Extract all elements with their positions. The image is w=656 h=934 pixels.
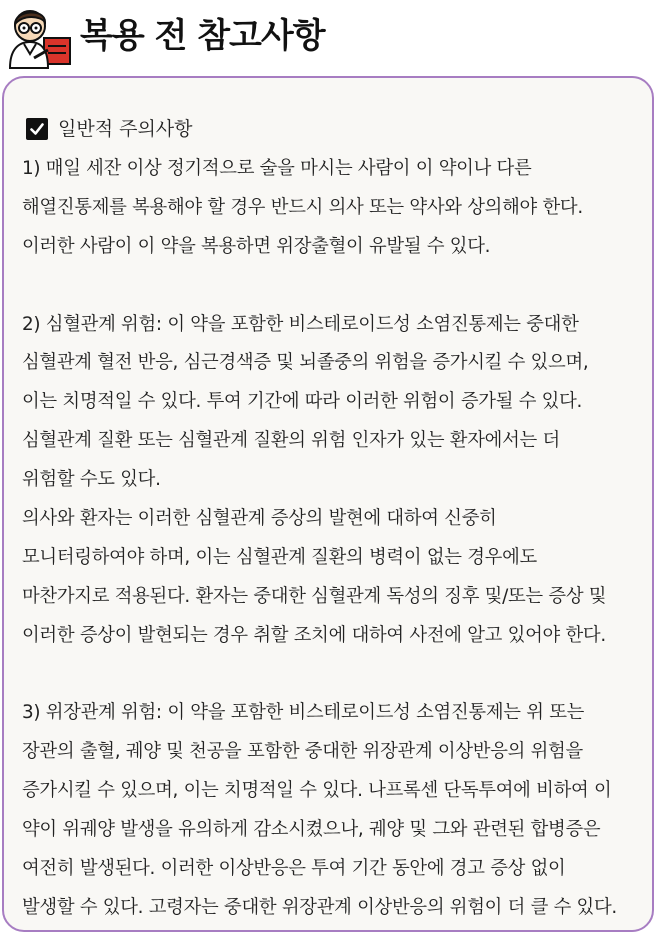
page-title: 복용 전 참고사항 xyxy=(80,16,325,56)
text-line: 이러한 사람이 이 약을 복용하면 위장출혈이 유발될 수 있다. xyxy=(22,235,491,257)
text-line: 모니터링하여야 하며, 이는 심혈관계 질환의 병력이 없는 경우에도 xyxy=(22,546,537,568)
text-line: 3) 위장관계 위험: 이 약을 포함한 비스테로이드성 소염진통제는 위 또는 xyxy=(22,702,585,724)
text-line: 마찬가지로 적용된다. 환자는 중대한 심혈관계 독성의 징후 및/또는 증상 및 xyxy=(22,585,607,607)
text-line: 1) 매일 세잔 이상 정기적으로 술을 마시는 사람이 이 약이나 다른 xyxy=(22,158,532,179)
text-line: 심혈관계 질환 또는 심혈관계 질환의 위험 인자가 있는 환자에서는 더 xyxy=(22,430,560,452)
section-heading xyxy=(26,116,193,142)
text-line: 발생할 수 있다. 고령자는 중대한 위장관계 이상반응의 위험이 더 클 수 있다. xyxy=(22,896,617,918)
page-header xyxy=(0,0,656,74)
section-label: 일반적 주의사항 xyxy=(58,118,193,140)
text-line: 장관의 출혈, 궤양 및 천공을 포함한 중대한 위장관계 이상반응의 위험을 xyxy=(22,741,583,763)
precautions-text xyxy=(22,150,648,928)
text-line: 해열진통제를 복용해야 할 경우 반드시 의사 또는 약사와 상의해야 한다. xyxy=(22,196,583,218)
text-line: 약이 위궤양 발생을 유의하게 감소시켰으나, 궤양 및 그와 관련된 합병증은 xyxy=(22,819,601,841)
text-line: 증가시킬 수 있으며, 이는 치명적일 수 있다. 나프록센 단독투여에 비하여 이 xyxy=(22,780,612,802)
text-line: 여전히 발생된다. 이러한 이상반응은 투여 기간 동안에 경고 증상 없이 xyxy=(22,858,566,880)
text-line: 2) 심혈관계 위험: 이 약을 포함한 비스테로이드성 소염진통제는 중대한 xyxy=(22,313,579,335)
text-line: 이는 치명적일 수 있다. 투여 기간에 따라 이러한 위험이 증가될 수 있다. xyxy=(22,391,583,413)
paragraph-gap xyxy=(22,267,648,306)
precautions-card xyxy=(2,76,654,932)
text-line: 이러한 증상이 발현되는 경우 취할 조치에 대하여 사전에 알고 있어야 한다. xyxy=(22,624,606,646)
text-line: 위험할 수도 있다. xyxy=(22,469,161,491)
paragraph-gap xyxy=(22,656,648,695)
checkbox-checked-icon xyxy=(26,118,48,140)
pharmacist-mascot-icon xyxy=(4,2,72,70)
text-line: 심혈관계 혈전 반응, 심근경색증 및 뇌졸중의 위험을 증가시킬 수 있으며, xyxy=(22,352,589,374)
text-line: 의사와 환자는 이러한 심혈관계 증상의 발현에 대하여 신중히 xyxy=(22,508,497,530)
